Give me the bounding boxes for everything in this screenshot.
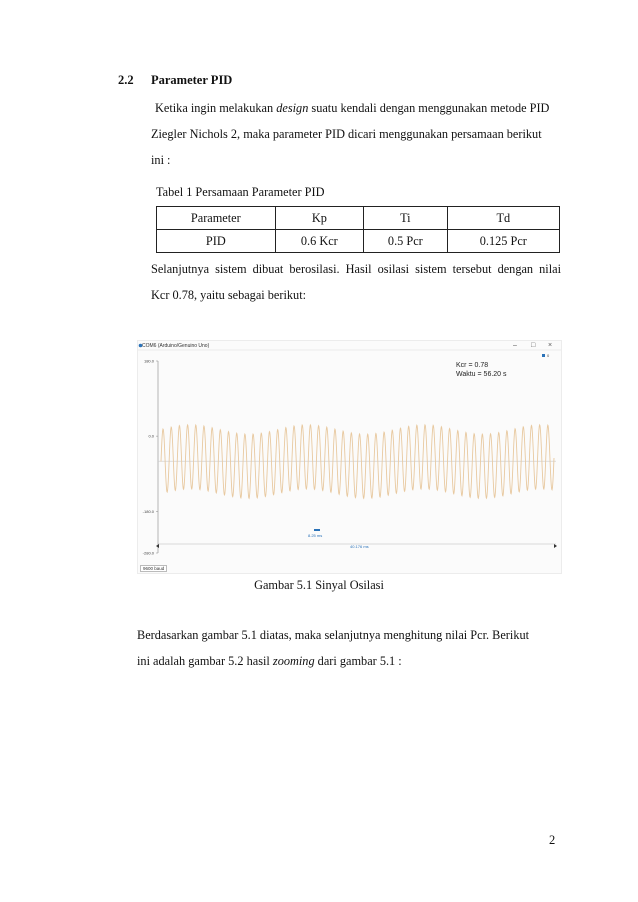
left-arrow-icon <box>156 544 159 548</box>
section-number: 2.2 <box>118 73 134 87</box>
y-tick-label: 0.0 <box>148 433 154 439</box>
close-icon: × <box>548 342 553 349</box>
section-title: Parameter PID <box>151 73 233 87</box>
conclusion-line-1: Berdasarkan gambar 5.1 diatas, maka selanjutnya menghitung nilai Pcr. Berikut <box>137 628 530 642</box>
table-cell: 0.125 Pcr <box>447 230 559 253</box>
conclusion-line-2: ini adalah gambar 5.2 hasil zooming dari gambar 5.1 : <box>137 654 402 668</box>
design-emphasis: design <box>276 101 309 115</box>
page-number: 2 <box>549 833 556 847</box>
right-arrow-icon <box>554 544 557 548</box>
oscillation-line-2: Kcr 0.78, yaitu sebagai berikut: <box>151 288 307 302</box>
intro-paragraph <box>151 95 563 173</box>
table-header-cell: Td <box>447 207 559 230</box>
signal-plot <box>138 341 561 573</box>
oscillation-paragraph <box>151 256 561 308</box>
window-title: COM6 (Arduino/Genuino Uno) <box>142 343 210 349</box>
marker-1-icon <box>314 529 320 531</box>
legend-swatch <box>542 354 545 357</box>
table-row <box>157 230 560 253</box>
table-header-cell: Kp <box>275 207 363 230</box>
y-tick-label: -180.0 <box>142 508 154 514</box>
conclusion-paragraph <box>137 622 567 674</box>
signal-line <box>161 425 554 498</box>
annotation-waktu: Waktu = 56.20 s <box>456 371 507 378</box>
intro-line-2: Ziegler Nichols 2, maka parameter PID dicari menggunakan persamaan berikut <box>151 127 542 141</box>
marker-1-label: 8.25 ms <box>308 533 323 538</box>
intro-line-1: Ketika ingin melakukan design suatu kendali dengan menggunakan metode PID <box>155 101 550 115</box>
baud-selector[interactable]: 9600 baud <box>140 565 167 572</box>
marker-2-label: 40.176 ms <box>350 544 369 549</box>
table-caption: Tabel 1 Persamaan Parameter PID <box>156 185 325 199</box>
serial-plotter-screenshot <box>137 340 562 574</box>
annotation-kcr: Kcr = 0.78 <box>456 362 489 369</box>
pid-parameter-table <box>156 206 560 253</box>
table-header-row <box>157 207 560 230</box>
table-cell: 0.6 Kcr <box>275 230 363 253</box>
table-header-cell: Parameter <box>157 207 276 230</box>
figure-caption: Gambar 5.1 Sinyal Osilasi <box>254 578 384 592</box>
y-tick-label: -280.0 <box>142 550 154 556</box>
maximize-icon: □ <box>531 342 536 349</box>
minimize-icon: – <box>513 342 517 349</box>
app-icon <box>139 344 143 348</box>
table-cell: 0.5 Pcr <box>364 230 448 253</box>
intro-line-3: ini : <box>151 153 171 167</box>
zooming-emphasis: zooming <box>272 654 315 668</box>
table-header-cell: Ti <box>364 207 448 230</box>
y-tick-label: 180.0 <box>143 358 154 364</box>
legend-label: 0 <box>547 353 550 358</box>
oscillation-line-1: Selanjutnya sistem dibuat berosilasi. Hasil osilasi sistem tersebut dengan nilai <box>151 262 561 276</box>
table-cell: PID <box>157 230 276 253</box>
